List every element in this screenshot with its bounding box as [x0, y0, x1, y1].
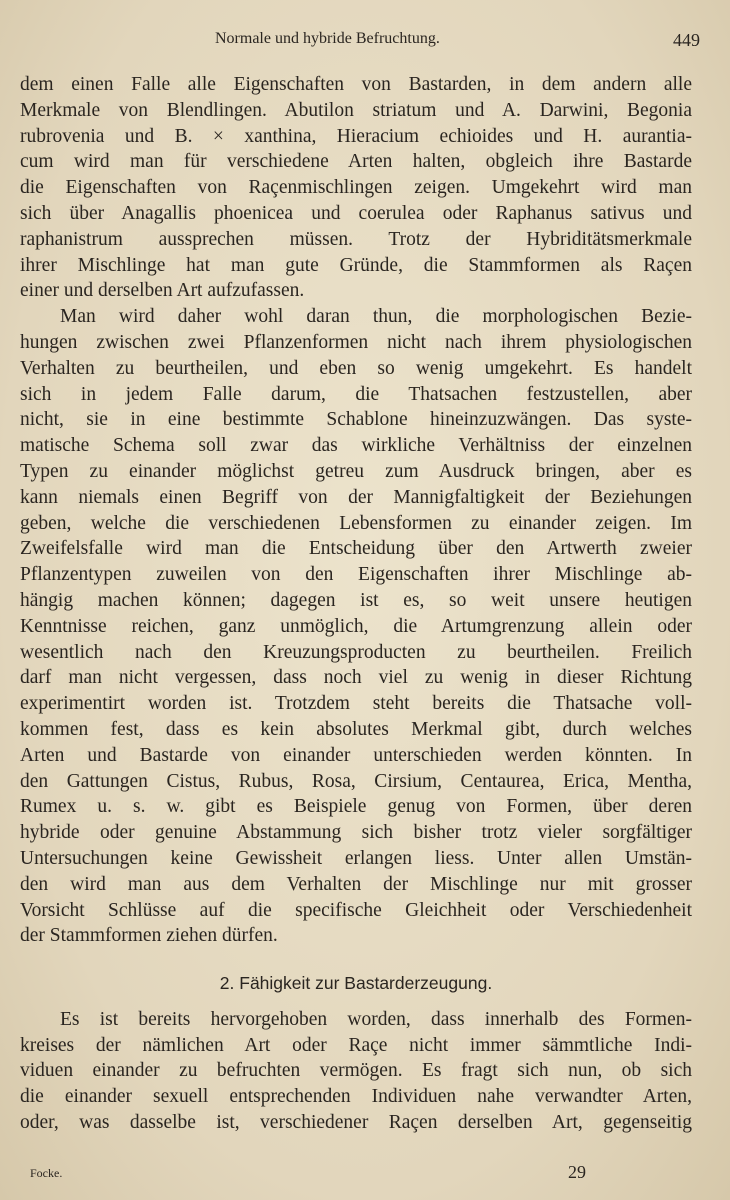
- text-line: Merkmale von Blendlingen. Abutilon striatum und A. Darwini, Begonia: [20, 99, 692, 121]
- text-line: ihrer Mischlinge hat man gute Gründe, die Stammformen als Raçen: [20, 254, 692, 276]
- text-line: nicht, sie in eine bestimmte Schablone hineinzuzwängen. Das syste-: [20, 409, 692, 431]
- sheet-number: 29: [568, 1162, 586, 1182]
- text-line: sich über Anagallis phoenicea und coerulea oder Raphanus sativus und: [20, 202, 692, 224]
- paragraph-2: [20, 304, 692, 949]
- text-line: sich in jedem Falle darum, die Thatsachen festzustellen, aber: [20, 383, 692, 405]
- text-line: einer und derselben Art aufzufassen.: [20, 280, 305, 302]
- text-line: dem einen Falle alle Eigenschaften von Bastarden, in dem andern alle: [20, 74, 692, 95]
- section-heading: 2. Fähigkeit zur Bastarderzeugung.: [219, 973, 493, 994]
- text-line: viduen einander zu befruchten vermögen. Es fragt sich nun, ob sich: [20, 1060, 692, 1082]
- text-line: der Stammformen ziehen dürfen.: [20, 925, 278, 947]
- text-line: hybride oder genuine Abstammung sich bisher trotz vieler sorgfältiger: [20, 822, 692, 844]
- signature-mark: Focke.: [30, 1166, 63, 1180]
- text-line: Untersuchungen keine Gewissheit erlangen liess. Unter allen Umstän-: [20, 847, 692, 869]
- text-line: kann niemals einen Begriff von der Mannigfaltigkeit der Beziehungen: [20, 486, 692, 508]
- text-line: geben, welche die verschiedenen Lebensformen zu einander zeigen. Im: [20, 512, 692, 534]
- text-line: Es ist bereits hervorgehoben worden, dass innerhalb des Formen-: [60, 1008, 692, 1030]
- text-line: Vorsicht Schlüsse auf die specifische Gleichheit oder Verschiedenheit: [20, 899, 692, 921]
- text-line: Typen zu einander möglichst getreu zum Ausdruck bringen, aber es: [20, 460, 692, 482]
- page-header: [20, 30, 700, 54]
- text-line: Man wird daher wohl daran thun, die morphologischen Bezie-: [60, 306, 692, 328]
- text-line: Arten und Bastarde von einander unterschieden werden könnten. In: [20, 744, 692, 766]
- text-line: die einander sexuell entsprechenden Individuen nahe verwandter Arten,: [20, 1086, 692, 1108]
- text-line: oder, was dasselbe ist, verschiedener Raçen derselben Art, gegenseitig: [20, 1112, 692, 1134]
- text-line: wesentlich nach den Kreuzungsproducten zu beurtheilen. Freilich: [20, 641, 692, 663]
- text-line: experimentirt worden ist. Trotzdem steht bereits die Thatsache voll-: [20, 693, 692, 715]
- text-line: cum wird man für verschiedene Arten halten, obgleich ihre Bastarde: [20, 151, 692, 173]
- text-line: kreises der nämlichen Art oder Raçe nicht immer sämmtliche Indi-: [20, 1034, 692, 1056]
- body-text: [20, 72, 692, 1136]
- text-line: Kenntnisse reichen, ganz unmöglich, die Artumgrenzung allein oder: [20, 615, 692, 637]
- text-line: matische Schema soll zwar das wirkliche Verhältniss der einzelnen: [20, 435, 692, 457]
- paragraph-1: [20, 72, 692, 304]
- text-line: Verhalten zu beurtheilen, und eben so wenig umgekehrt. Es handelt: [20, 357, 692, 379]
- page-number: 449: [673, 30, 700, 50]
- page-footer: [20, 1162, 700, 1186]
- text-line: die Eigenschaften von Raçenmischlingen zeigen. Umgekehrt wird man: [20, 177, 692, 199]
- text-line: rubrovenia und B. × xanthina, Hieracium echioides und H. aurantia-: [20, 125, 692, 147]
- text-line: den Gattungen Cistus, Rubus, Rosa, Cirsium, Centaurea, Erica, Mentha,: [20, 770, 692, 792]
- running-title: Normale und hybride Befruchtung.: [215, 30, 440, 47]
- text-line: Rumex u. s. w. gibt es Beispiele genug von Formen, über deren: [20, 796, 692, 818]
- text-line: kommen fest, dass es kein absolutes Merkmal gibt, durch welches: [20, 718, 692, 740]
- section-paragraph: [20, 1007, 692, 1136]
- text-line: hängig machen können; dagegen ist es, so weit unsere heutigen: [20, 589, 692, 611]
- text-line: Pflanzentypen zuweilen von den Eigenschaften ihrer Mischlinge ab-: [20, 564, 692, 586]
- text-line: hungen zwischen zwei Pflanzenformen nicht nach ihrem physiologischen: [20, 331, 692, 353]
- text-line: den wird man aus dem Verhalten der Mischlinge nur mit grosser: [20, 873, 692, 895]
- text-line: Zweifelsfalle wird man die Entscheidung über den Artwerth zweier: [20, 538, 692, 560]
- text-line: darf man nicht vergessen, dass noch viel zu wenig in dieser Richtung: [20, 667, 692, 689]
- text-line: raphanistrum aussprechen müssen. Trotz der Hybriditätsmerkmale: [20, 228, 692, 250]
